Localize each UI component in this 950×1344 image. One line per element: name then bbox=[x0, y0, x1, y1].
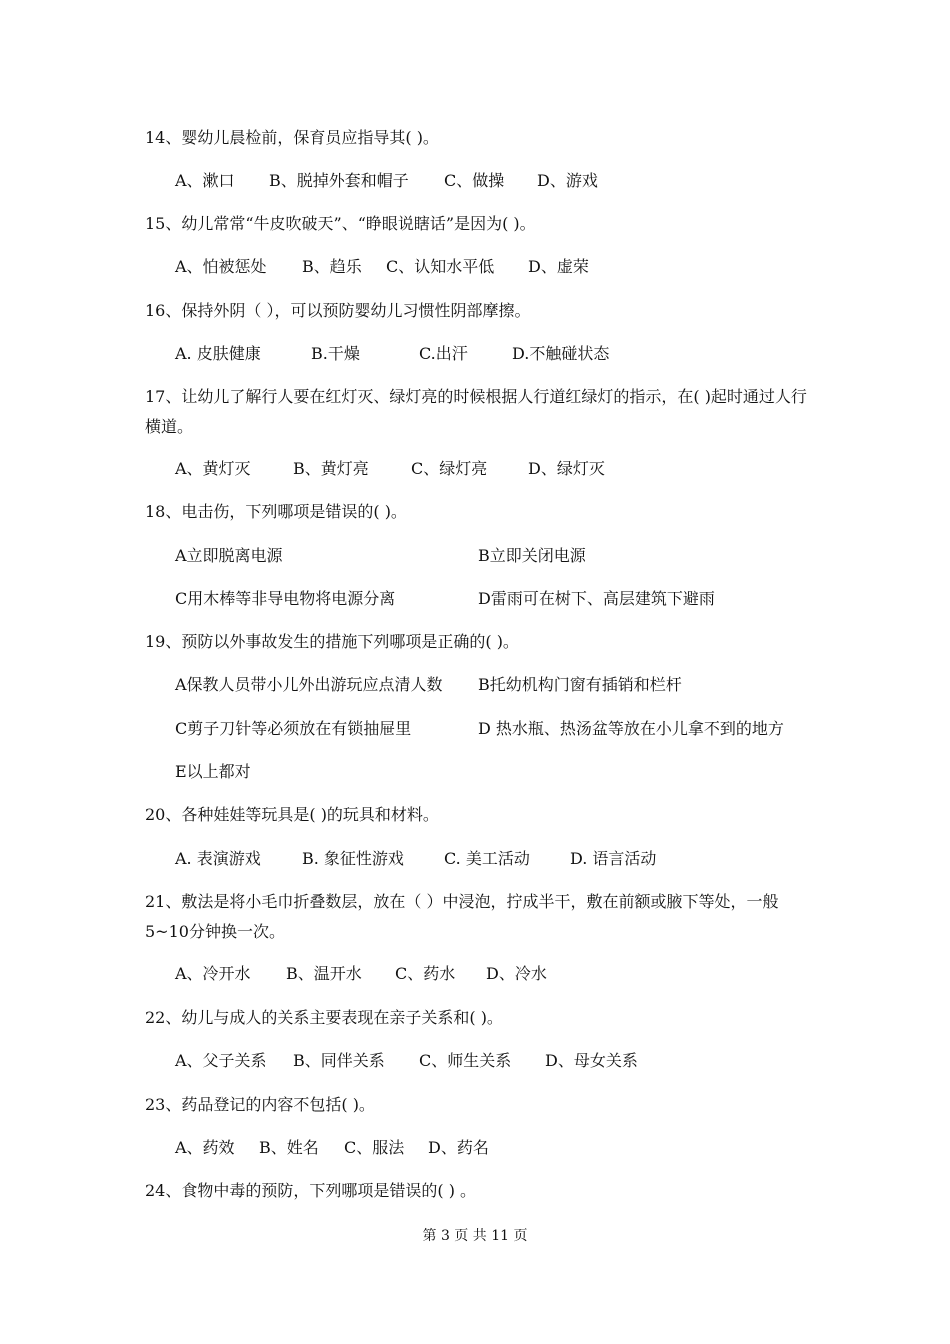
q22-option-d: D、母女关系 bbox=[545, 1051, 638, 1070]
q16-option-c: C.出汗 bbox=[419, 344, 468, 363]
q14-option-b: B、脱掉外套和帽子 bbox=[269, 171, 409, 190]
q23-option-c: C、服法 bbox=[344, 1138, 405, 1157]
q21-option-d: D、冷水 bbox=[486, 964, 547, 983]
q23-option-b: B、姓名 bbox=[259, 1138, 319, 1157]
q21-option-c: C、药水 bbox=[395, 964, 456, 983]
q18-option-c: C用木棒等非导电物将电源分离 bbox=[175, 589, 396, 608]
q19-option-c: C剪子刀针等必须放在有锁抽屉里 bbox=[175, 719, 412, 738]
q14-option-d: D、游戏 bbox=[537, 171, 598, 190]
question-14: 14、婴幼儿晨检前，保育员应指导其( )。 bbox=[145, 128, 439, 147]
q15-option-b: B、趋乐 bbox=[302, 257, 362, 276]
question-24: 24、食物中毒的预防，下列哪项是错误的( ) 。 bbox=[145, 1181, 477, 1200]
q17-option-a: A、黄灯灭 bbox=[175, 459, 251, 478]
q16-option-a: A. 皮肤健康 bbox=[175, 344, 261, 363]
q16-option-b: B.干燥 bbox=[311, 344, 360, 363]
q19-option-b: B托幼机构门窗有插销和栏杆 bbox=[478, 675, 682, 694]
page-number: 第 3 页 共 11 页 bbox=[422, 1228, 528, 1244]
q22-option-b: B、同伴关系 bbox=[293, 1051, 385, 1070]
q17-option-d: D、绿灯灭 bbox=[528, 459, 605, 478]
q22-option-a: A、父子关系 bbox=[175, 1051, 267, 1070]
q17-option-b: B、黄灯亮 bbox=[293, 459, 369, 478]
q14-option-a: A、漱口 bbox=[175, 171, 235, 190]
q20-option-a: A. 表演游戏 bbox=[175, 849, 261, 868]
question-16: 16、保持外阴（ ），可以预防婴幼儿习惯性阴部摩擦。 bbox=[145, 301, 531, 320]
question-23: 23、药品登记的内容不包括( )。 bbox=[145, 1095, 375, 1114]
q20-option-c: C. 美工活动 bbox=[444, 849, 530, 868]
q15-option-a: A、怕被惩处 bbox=[175, 257, 267, 276]
q21-option-b: B、温开水 bbox=[286, 964, 362, 983]
q20-option-b: B. 象征性游戏 bbox=[302, 849, 404, 868]
question-18: 18、电击伤，下列哪项是错误的( )。 bbox=[145, 502, 407, 521]
question-19: 19、预防以外事故发生的措施下列哪项是正确的( )。 bbox=[145, 632, 519, 651]
q20-option-d: D. 语言活动 bbox=[570, 849, 657, 868]
question-22: 22、幼儿与成人的关系主要表现在亲子关系和( )。 bbox=[145, 1008, 503, 1027]
q22-option-c: C、师生关系 bbox=[419, 1051, 512, 1070]
q18-option-a: A立即脱离电源 bbox=[175, 546, 283, 565]
q19-option-a: A保教人员带小儿外出游玩应点清人数 bbox=[175, 675, 443, 694]
q19-option-e: E以上都对 bbox=[175, 762, 251, 781]
question-17: 17、让幼儿了解行人要在红灯灭、绿灯亮的时候根据人行道红绿灯的指示，在( )起时通过人行横道。 bbox=[145, 387, 807, 436]
q18-option-b: B立即关闭电源 bbox=[478, 546, 586, 565]
q16-option-d: D.不触碰状态 bbox=[512, 344, 610, 363]
q14-option-c: C、做操 bbox=[444, 171, 505, 190]
q15-option-c: C、认知水平低 bbox=[386, 257, 495, 276]
q19-option-d: D 热水瓶、热汤盆等放在小儿拿不到的地方 bbox=[478, 719, 784, 738]
q23-option-a: A、药效 bbox=[175, 1138, 235, 1157]
q21-option-a: A、冷开水 bbox=[175, 964, 251, 983]
question-21: 21、敷法是将小毛巾折叠数层，放在（ ）中浸泡，拧成半干，敷在前额或腋下等处，一般5~10分钟换一次。 bbox=[145, 892, 779, 941]
q15-option-d: D、虚荣 bbox=[528, 257, 589, 276]
q18-option-d: D雷雨可在树下、高层建筑下避雨 bbox=[478, 589, 715, 608]
q23-option-d: D、药名 bbox=[428, 1138, 489, 1157]
question-20: 20、各种娃娃等玩具是( )的玩具和材料。 bbox=[145, 805, 439, 824]
question-15: 15、幼儿常常“牛皮吹破天”、“睁眼说瞎话”是因为( )。 bbox=[145, 214, 536, 233]
q17-option-c: C、绿灯亮 bbox=[411, 459, 488, 478]
